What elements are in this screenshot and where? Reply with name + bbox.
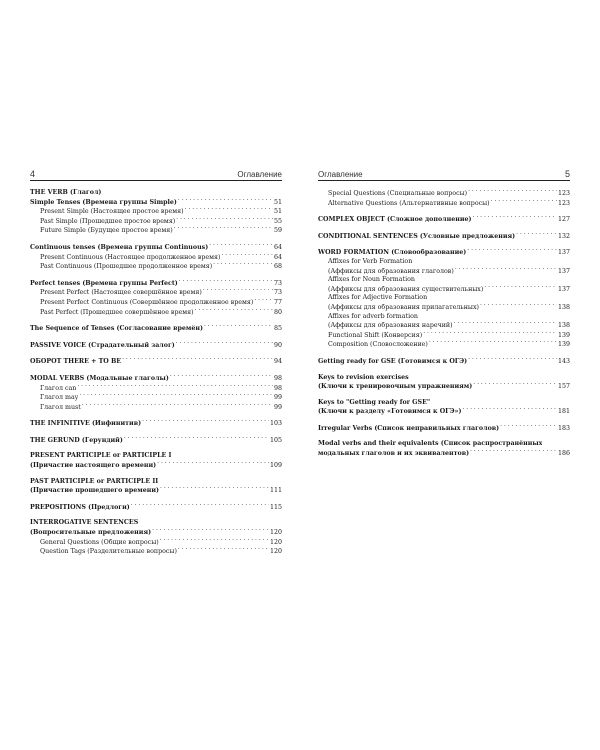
toc-entry: [30, 461, 282, 471]
toc-group: [30, 452, 282, 470]
dot-leader: [124, 436, 269, 442]
toc-entry-page: 105: [269, 436, 282, 444]
toc-entry-page: 59: [273, 227, 282, 235]
toc-entry-title: The Sequence of Tenses (Согласование времён): [30, 325, 203, 333]
toc-entry-title: модальных глаголов и их эквивалентов): [318, 450, 470, 458]
toc-entry-title: COMPLEX OBJECT (Сложное дополнение): [318, 216, 472, 224]
toc-entry-page: 94: [273, 358, 282, 366]
toc-entry-title: ОБОРОТ THERE + TO BE: [30, 358, 122, 366]
toc-entry-title: Глагол may: [40, 394, 79, 402]
toc-entry-title: Affixes for Verb Formation: [328, 257, 413, 265]
toc-entry-page: 139: [557, 331, 570, 339]
toc-entry-page: 123: [557, 190, 570, 197]
toc-entry-page: 157: [557, 383, 570, 391]
toc-entry-title: (Причастие настоящего времени): [30, 462, 157, 470]
toc-entry: [30, 262, 282, 272]
dot-leader: [429, 340, 557, 346]
running-head-title: Оглавление: [237, 170, 282, 179]
toc-entry: [30, 243, 282, 253]
toc-entry: [318, 399, 570, 408]
table-of-contents: [30, 189, 282, 557]
toc-entry-page: 186: [557, 450, 570, 458]
toc-entry: [30, 253, 282, 263]
toc-entry-page: 64: [273, 253, 282, 261]
toc-entry: [318, 232, 570, 242]
toc-entry-title: Past Continuous (Прошедшее продолженное время): [40, 263, 213, 271]
toc-entry: [30, 452, 282, 461]
toc-entry-title: Question Tags (Разделительные вопросы): [40, 548, 177, 556]
toc-entry: [318, 407, 570, 417]
toc-group: [30, 503, 282, 513]
toc-entry: [30, 288, 282, 298]
toc-entry-page: 64: [273, 243, 282, 251]
dot-leader: [131, 503, 269, 509]
toc-entry: [30, 357, 282, 367]
toc-entry: [318, 357, 570, 367]
page-number: 4: [30, 169, 36, 179]
toc-entry: [318, 215, 570, 225]
toc-entry-page: 123: [557, 199, 570, 207]
toc-entry-title: Глагол can: [40, 384, 77, 392]
toc-entry: [30, 528, 282, 538]
dot-leader: [160, 538, 269, 544]
toc-entry: [30, 217, 282, 227]
dot-leader: [176, 217, 273, 223]
toc-entry-page: 55: [273, 217, 282, 225]
dot-leader: [500, 424, 557, 430]
dot-leader: [152, 528, 269, 534]
dot-leader: [170, 374, 273, 380]
toc-entry: [318, 189, 570, 199]
dot-leader: [468, 357, 557, 363]
toc-entry-page: 132: [557, 232, 570, 240]
toc-group: [30, 341, 282, 351]
toc-entry-page: 51: [273, 208, 282, 216]
toc-entry-title: Special Questions (Специальные вопросы): [328, 190, 468, 197]
toc-entry: [30, 279, 282, 289]
toc-entry-title: (Причастие прошедшего времени): [30, 487, 160, 495]
dot-leader: [122, 357, 273, 363]
toc-entry-title: PRESENT PARTICIPLE or PARTICIPLE I: [30, 452, 172, 460]
toc-entry: [318, 424, 570, 434]
dot-leader: [516, 232, 557, 238]
toc-entry: [30, 207, 282, 217]
toc-entry: [318, 199, 570, 209]
toc-entry-title: MODAL VERBS (Модальные глаголы): [30, 374, 169, 382]
table-of-contents: [318, 189, 570, 459]
toc-entry-title: Simple Tenses (Времена группы Simple): [30, 198, 177, 206]
dot-leader: [209, 243, 273, 249]
toc-group: [318, 440, 570, 458]
toc-entry: [318, 267, 570, 277]
toc-entry: [30, 419, 282, 429]
toc-entry-title: Getting ready for GSE (Готовимся к ОГЭ): [318, 357, 468, 365]
toc-entry-title: Alternative Questions (Альтернативные вопросы): [328, 199, 490, 207]
toc-group: [30, 519, 282, 556]
toc-entry: [30, 384, 282, 394]
dot-leader: [254, 298, 273, 304]
toc-entry-title: Present Perfect (Настоящее совершённое время): [40, 289, 202, 297]
toc-group: [30, 419, 282, 429]
toc-entry-title: WORD FORMATION (Словообразование): [318, 249, 467, 257]
toc-entry-title: PASSIVE VOICE (Страдательный залог): [30, 341, 175, 349]
running-head-title: Оглавление: [318, 170, 363, 179]
toc-entry-page: 138: [557, 322, 570, 330]
toc-entry-page: 99: [273, 403, 282, 411]
toc-entry: [318, 285, 570, 295]
toc-entry: [318, 331, 570, 341]
dot-leader: [179, 279, 273, 285]
toc-entry-page: 137: [557, 285, 570, 293]
toc-group: [318, 189, 570, 208]
toc-entry-title: Affixes for Adjective Formation: [328, 294, 428, 302]
toc-entry: [318, 374, 570, 383]
toc-group: [30, 436, 282, 446]
toc-group: [318, 215, 570, 225]
toc-entry-page: 139: [557, 341, 570, 349]
toc-group: [318, 357, 570, 367]
toc-entry: [30, 226, 282, 236]
toc-entry: [30, 486, 282, 496]
dot-leader: [204, 324, 273, 330]
toc-entry-page: 138: [557, 303, 570, 311]
dot-leader: [195, 308, 273, 314]
toc-entry: [318, 440, 570, 449]
toc-entry-title: THE INFINITIVE (Инфинитив): [30, 420, 142, 428]
toc-entry-page: 137: [557, 249, 570, 257]
toc-entry-title: (Аффиксы для образования существительных): [328, 285, 484, 293]
dot-leader: [455, 267, 557, 273]
toc-entry-page: 103: [269, 420, 282, 428]
toc-entry: [30, 308, 282, 318]
toc-entry-title: (Аффиксы для образования глаголов): [328, 267, 454, 275]
toc-entry-title: Affixes for Noun Formation: [328, 276, 415, 284]
dot-leader: [77, 384, 273, 390]
toc-entry-title: Perfect tenses (Времена группы Perfect): [30, 279, 178, 287]
toc-entry-page: 120: [269, 529, 282, 537]
toc-group: [318, 399, 570, 417]
dot-leader: [473, 382, 557, 388]
toc-entry-title: CONDITIONAL SENTENCES (Условные предложения): [318, 232, 516, 240]
toc-entry-title: (Ключи к тренировочным упражнениям): [318, 383, 473, 391]
toc-entry-page: 90: [273, 341, 282, 349]
dot-leader: [491, 199, 557, 205]
toc-group: [30, 279, 282, 317]
toc-group: [318, 374, 570, 392]
toc-entry-page: 143: [557, 357, 570, 365]
page-number: 5: [564, 169, 570, 179]
dot-leader: [454, 321, 557, 327]
toc-entry: [318, 321, 570, 331]
toc-entry-title: Affixes for adverb formation: [328, 312, 418, 320]
dot-leader: [484, 285, 557, 291]
toc-group: [318, 232, 570, 242]
toc-entry-page: 98: [273, 374, 282, 382]
toc-entry-title: (Вопросительные предложения): [30, 529, 152, 537]
dot-leader: [178, 198, 273, 204]
dot-leader: [423, 331, 557, 337]
toc-entry-title: Present Continuous (Настоящее продолженное время): [40, 253, 221, 261]
toc-entry-title: PREPOSITIONS (Предлоги): [30, 503, 130, 511]
toc-entry: [30, 198, 282, 208]
toc-entry-title: INTERROGATIVE SENTENCES: [30, 519, 139, 527]
toc-entry-page: 109: [269, 462, 282, 470]
dot-leader: [157, 461, 269, 467]
toc-entry-title: THE VERB (Глагол): [30, 189, 102, 196]
toc-group: [30, 478, 282, 496]
toc-entry-title: Глагол must: [40, 403, 81, 411]
toc-entry-page: 77: [273, 298, 282, 306]
toc-entry-title: Irregular Verbs (Список неправильных глаголов): [318, 424, 500, 432]
toc-entry-title: Composition (Словосложение): [328, 341, 428, 349]
toc-group: [30, 374, 282, 412]
dot-leader: [221, 253, 273, 259]
dot-leader: [160, 486, 269, 492]
toc-entry: [30, 189, 282, 198]
toc-entry: [318, 449, 570, 459]
toc-entry-page: 127: [557, 216, 570, 224]
dot-leader: [470, 449, 557, 455]
toc-entry: [318, 276, 570, 285]
toc-entry-title: Functional Shift (Конверсия): [328, 331, 423, 339]
toc-entry-title: Keys to "Getting ready for GSE": [318, 398, 431, 406]
dot-leader: [79, 393, 273, 399]
toc-entry-page: 73: [273, 279, 282, 287]
toc-entry: [30, 436, 282, 446]
dot-leader: [203, 288, 273, 294]
dot-leader: [142, 419, 269, 425]
dot-leader: [468, 189, 557, 195]
toc-entry: [30, 341, 282, 351]
toc-entry-page: 73: [273, 289, 282, 297]
dot-leader: [462, 407, 557, 413]
toc-entry-title: General Questions (Общие вопросы): [40, 538, 159, 546]
toc-entry: [30, 503, 282, 513]
toc-entry-page: 183: [557, 424, 570, 432]
toc-entry: [30, 374, 282, 384]
toc-group: [30, 324, 282, 334]
toc-entry: [30, 393, 282, 403]
toc-group: [318, 248, 570, 350]
toc-entry: [30, 547, 282, 557]
dot-leader: [213, 262, 273, 268]
toc-entry: [30, 478, 282, 487]
toc-entry-title: THE GERUND (Герундий): [30, 436, 123, 444]
toc-entry-title: Continuous tenses (Времена группы Continuous): [30, 243, 209, 251]
running-header: [30, 168, 282, 181]
toc-entry: [318, 258, 570, 267]
toc-entry-page: 137: [557, 267, 570, 275]
toc-entry: [318, 313, 570, 322]
toc-group: [318, 424, 570, 434]
running-header: [318, 168, 570, 181]
toc-entry-page: 99: [273, 394, 282, 402]
toc-entry-page: 111: [269, 487, 282, 495]
right-page: [300, 0, 600, 750]
toc-entry-title: Past Simple (Прошедшее простое время): [40, 217, 176, 225]
toc-entry-title: Present Perfect Continuous (Совершённое продолженное время): [40, 298, 254, 306]
toc-entry-page: 85: [273, 325, 282, 333]
toc-entry: [318, 382, 570, 392]
toc-entry-page: 120: [269, 538, 282, 546]
toc-entry-title: Present Simple (Настоящее простое время): [40, 208, 184, 216]
toc-entry: [318, 248, 570, 258]
toc-entry-page: 120: [269, 548, 282, 556]
toc-entry-page: 68: [273, 263, 282, 271]
toc-entry-page: 80: [273, 308, 282, 316]
toc-entry: [30, 519, 282, 528]
dot-leader: [174, 226, 273, 232]
toc-group: [30, 189, 282, 236]
toc-entry: [30, 298, 282, 308]
toc-entry-title: (Аффиксы для образования прилагательных): [328, 303, 479, 311]
toc-entry: [30, 538, 282, 548]
toc-entry-page: 51: [273, 198, 282, 206]
dot-leader: [467, 248, 557, 254]
toc-entry-title: (Ключи к разделу «Готовимся к ОГЭ»): [318, 408, 462, 416]
dot-leader: [185, 207, 273, 213]
toc-entry-title: Future Simple (Будущее простое время): [40, 227, 173, 235]
toc-entry: [318, 340, 570, 350]
toc-entry-title: (Аффиксы для образования наречий): [328, 322, 453, 330]
toc-entry-page: 115: [269, 503, 282, 511]
toc-entry-title: PAST PARTICIPLE or PARTICIPLE II: [30, 477, 159, 485]
dot-leader: [176, 341, 273, 347]
toc-entry: [30, 403, 282, 413]
toc-entry-page: 98: [273, 384, 282, 392]
toc-entry: [318, 303, 570, 313]
dot-leader: [82, 403, 273, 409]
toc-entry-title: Modal verbs and their equivalents (Список распространённых: [318, 440, 543, 448]
dot-leader: [473, 215, 557, 221]
toc-entry-page: 181: [557, 408, 570, 416]
toc-entry-title: Keys to revision exercises: [318, 373, 409, 381]
toc-group: [30, 243, 282, 272]
toc-entry-title: Past Perfect (Прошедшее совершённое время): [40, 308, 194, 316]
toc-entry: [30, 324, 282, 334]
dot-leader: [480, 303, 557, 309]
toc-entry: [318, 294, 570, 303]
dot-leader: [178, 547, 269, 553]
toc-group: [30, 357, 282, 367]
